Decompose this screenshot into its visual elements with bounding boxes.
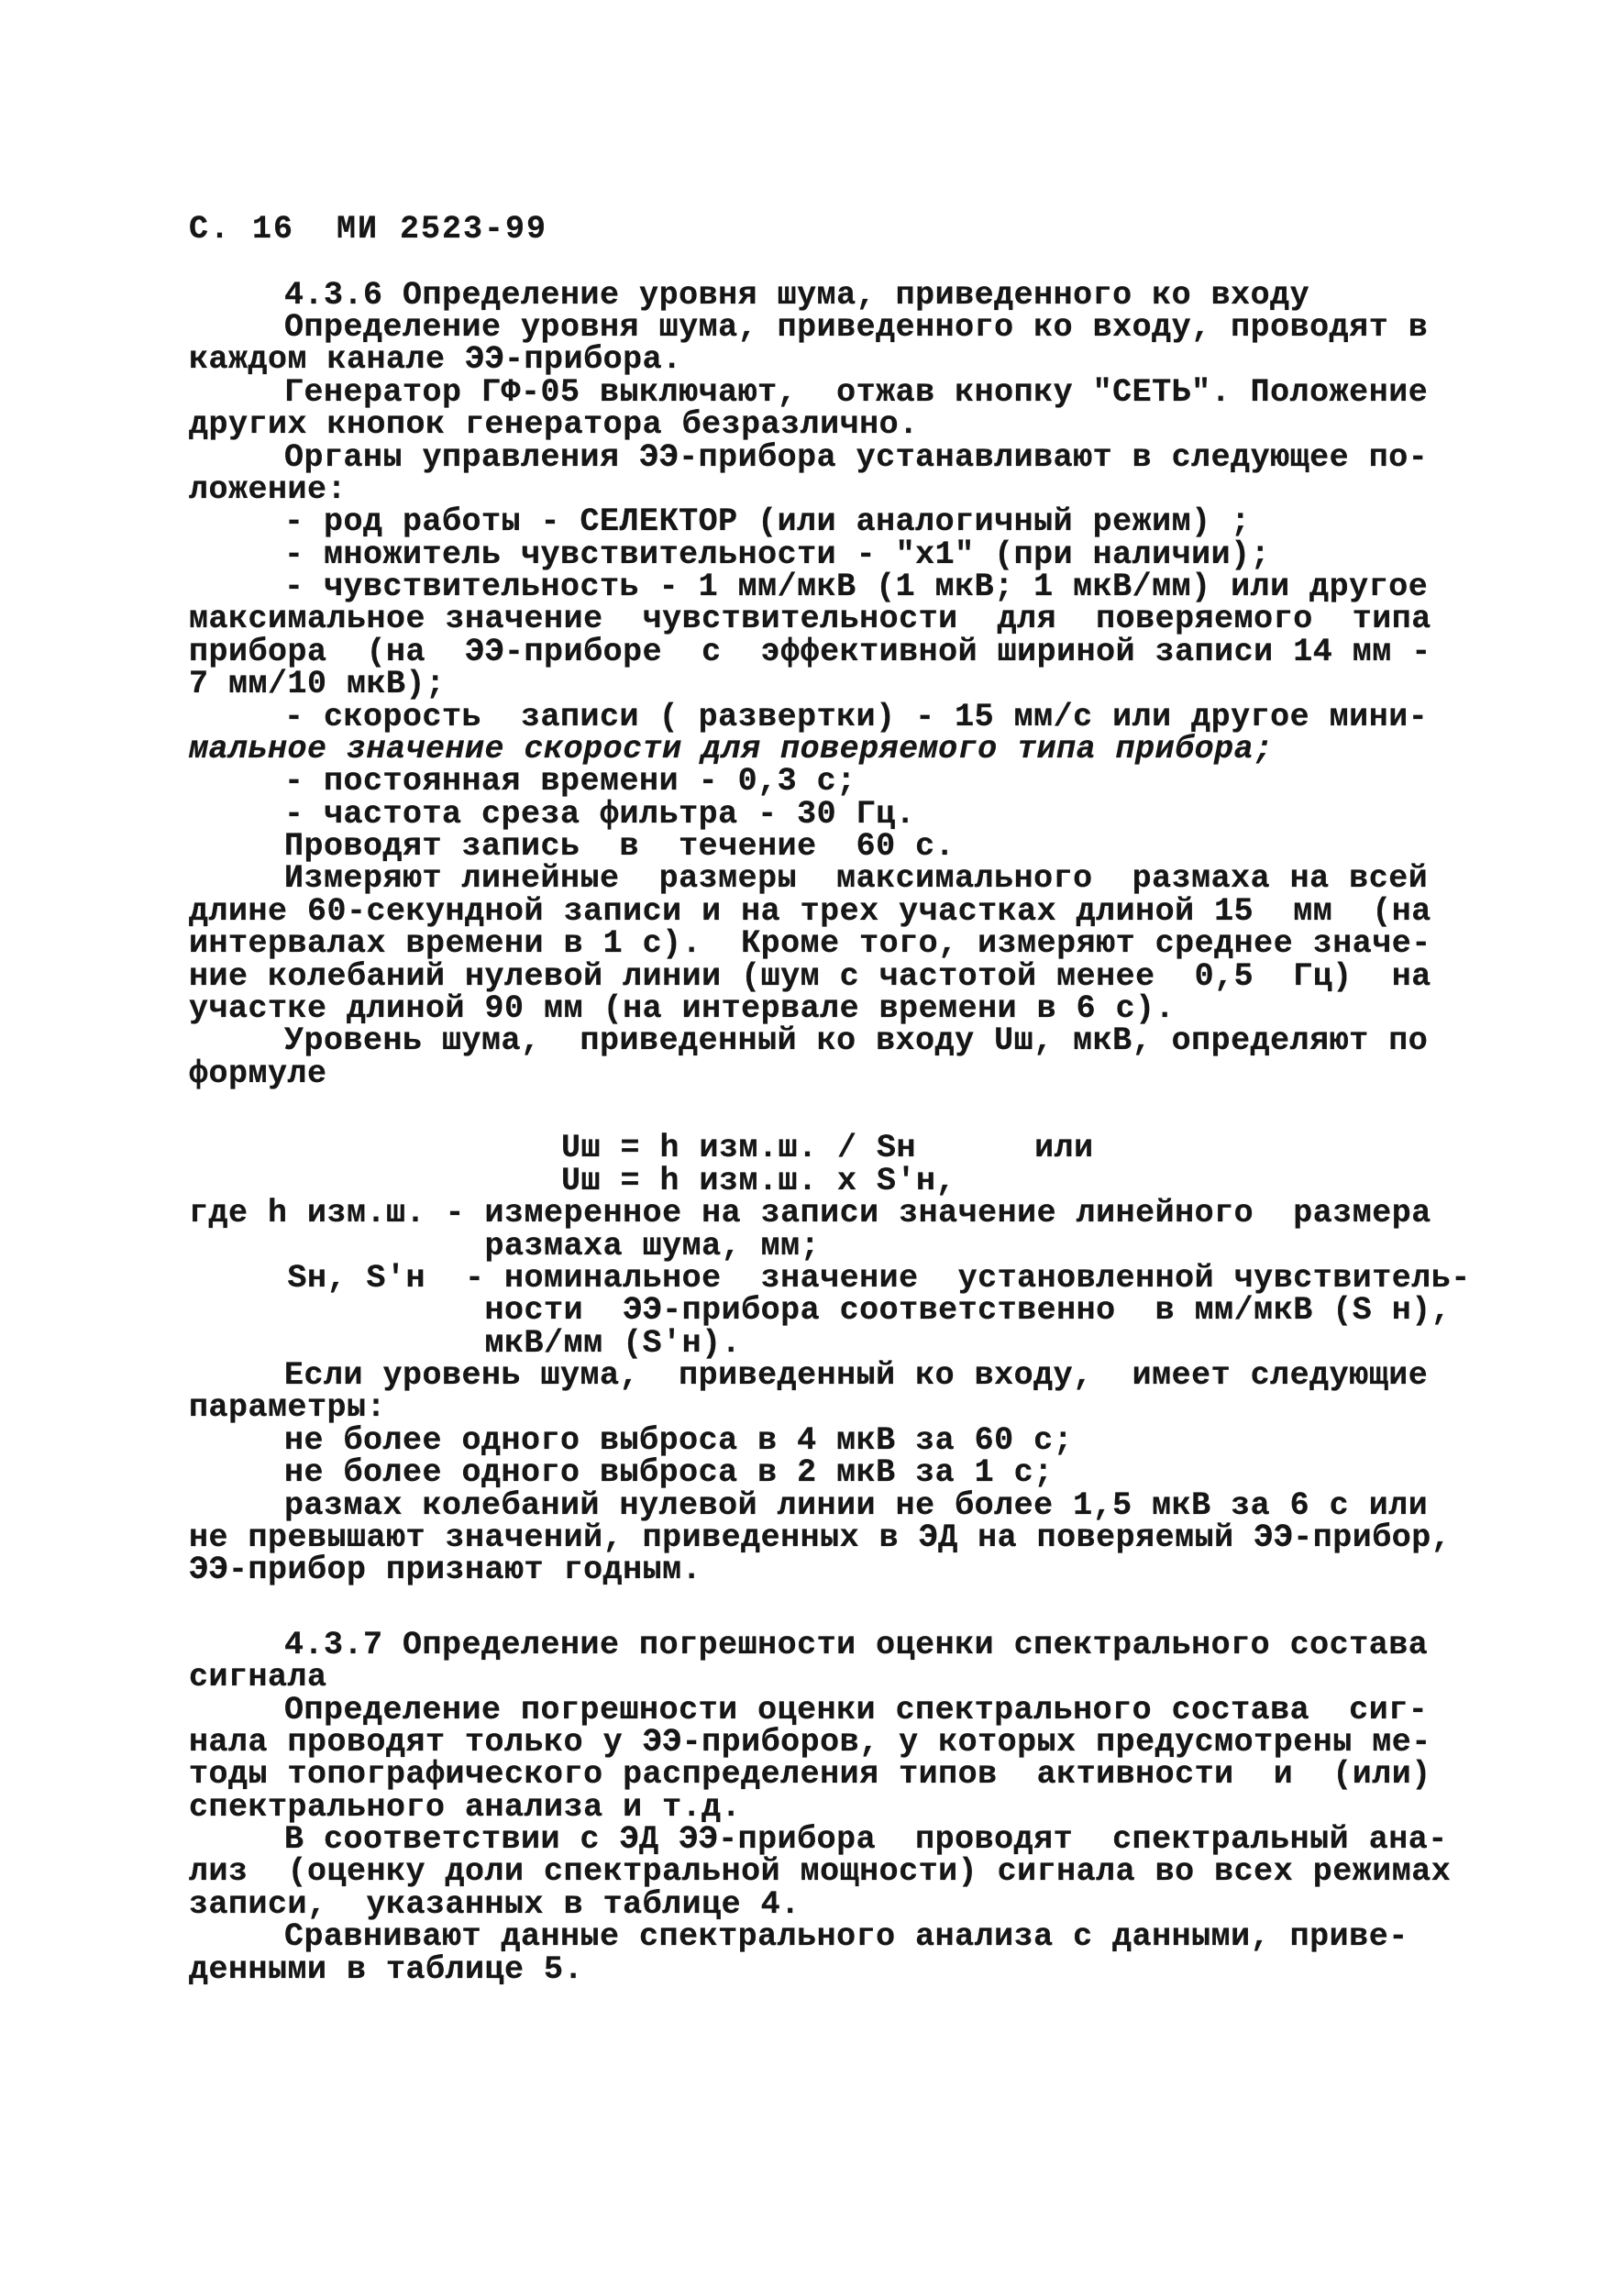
paragraph-line: не превышают значений, приведенных в ЭД на поверяемый ЭЭ-прибор,: [189, 1519, 1452, 1556]
definition-line: мкВ/мм (S'н).: [189, 1325, 742, 1362]
definition-line: размаха шума, мм;: [189, 1228, 821, 1265]
section-heading-4-3-7-cont: сигнала: [189, 1659, 327, 1695]
paragraph-line: Сравнивают данные спектрального анализа с данными, приве-: [284, 1918, 1409, 1955]
paragraph-line: других кнопок генератора безразлично.: [189, 406, 919, 443]
formula-line: Uш = h изм.ш. х S'н,: [561, 1163, 956, 1199]
paragraph-line: Если уровень шума, приведенный ко входу, имеет следующие: [284, 1357, 1429, 1394]
paragraph-line: нала проводят только у ЭЭ-приборов, у которых предусмотрены ме-: [189, 1724, 1431, 1761]
paragraph-line: ЭЭ-прибор признают годным.: [189, 1552, 702, 1588]
list-item-continuation: максимальное значение чувствительности для поверяемого типа: [189, 601, 1431, 637]
paragraph-line: лиз (оценку доли спектральной мощности) сигнала во всех режимах: [189, 1853, 1452, 1890]
paragraph-line: ние колебаний нулевой линии (шум с частотой менее 0,5 Гц) на: [189, 958, 1431, 995]
formula-line: Uш = h изм.ш. / Sн или: [561, 1130, 1094, 1166]
condition-line: не более одного выброса в 4 мкВ за 60 с;: [284, 1422, 1074, 1459]
paragraph-line: Определение уровня шума, приведенного ко входу, проводят в: [284, 309, 1429, 346]
list-item: - множитель чувствительности - "х1" (при наличии);: [284, 536, 1271, 573]
paragraph-line: Уровень шума, приведенный ко входу Uш, мкВ, определяют по: [284, 1022, 1429, 1059]
condition-line: не более одного выброса в 2 мкВ за 1 с;: [284, 1454, 1054, 1491]
list-item-continuation: 7 мм/10 мкВ);: [189, 666, 446, 702]
paragraph-line: Генератор ГФ-05 выключают, отжав кнопку "СЕТЬ". Положение: [284, 374, 1429, 411]
list-item: - род работы - СЕЛЕКТОР (или аналогичный режим) ;: [284, 503, 1251, 540]
list-item: - скорость записи ( развертки) - 15 мм/с или другое мини-: [284, 699, 1429, 735]
paragraph-line: ложение:: [189, 471, 348, 508]
paragraph-line: Проводят запись в течение 60 с.: [284, 828, 956, 865]
paragraph-line: интервалах времени в 1 с). Кроме того, измеряют среднее значе-: [189, 925, 1431, 962]
paragraph-line: Органы управления ЭЭ-прибора устанавливают в следующее по-: [284, 439, 1429, 476]
list-item-continuation: мальное значение скорости для поверяемого типа прибора;: [189, 731, 1274, 768]
paragraph-line: записи, указанных в таблице 4.: [189, 1886, 801, 1923]
paragraph-line: спектрального анализа и т.д.: [189, 1789, 742, 1826]
paragraph-line: формуле: [189, 1055, 327, 1092]
section-heading-4-3-6: 4.3.6 Определение уровня шума, приведенного ко входу: [284, 277, 1310, 314]
page-header: С. 16 МИ 2523-99: [189, 211, 548, 248]
definition-line: Sн, S'н - номинальное значение установленной чувствитель-: [189, 1260, 1471, 1297]
paragraph-line: тоды топографического распределения типов активности и (или): [189, 1756, 1431, 1793]
list-item: - частота среза фильтра - 30 Гц.: [284, 796, 916, 833]
definition-line: где h изм.ш. - измеренное на записи значение линейного размера: [189, 1195, 1431, 1231]
paragraph-line: Определение погрешности оценки спектрального состава сиг-: [284, 1692, 1429, 1728]
section-heading-4-3-7: 4.3.7 Определение погрешности оценки спектрального состава: [284, 1627, 1429, 1663]
paragraph-line: Измеряют линейные размеры максимального размаха на всей: [284, 860, 1429, 897]
paragraph-line: участке длиной 90 мм (на интервале времени в 6 с).: [189, 990, 1176, 1027]
paragraph-line: длине 60-секундной записи и на трех участках длиной 15 мм (на: [189, 893, 1431, 930]
paragraph-line: денными в таблице 5.: [189, 1951, 584, 1988]
paragraph-line: параметры:: [189, 1389, 387, 1426]
list-item: - чувствительность - 1 мм/мкВ (1 мкВ; 1 мкВ/мм) или другое: [284, 569, 1429, 605]
paragraph-line: В соответствии с ЭД ЭЭ-прибора проводят спектральный ана-: [284, 1821, 1448, 1858]
paragraph-line: каждом канале ЭЭ-прибора.: [189, 341, 682, 378]
list-item: - постоянная времени - 0,3 с;: [284, 763, 856, 800]
definition-line: ности ЭЭ-прибора соответственно в мм/мкВ (S н),: [189, 1292, 1452, 1329]
list-item-continuation: прибора (на ЭЭ-приборе с эффективной шириной записи 14 мм -: [189, 634, 1431, 670]
condition-line: размах колебаний нулевой линии не более 1,5 мкВ за 6 с или: [284, 1487, 1429, 1524]
